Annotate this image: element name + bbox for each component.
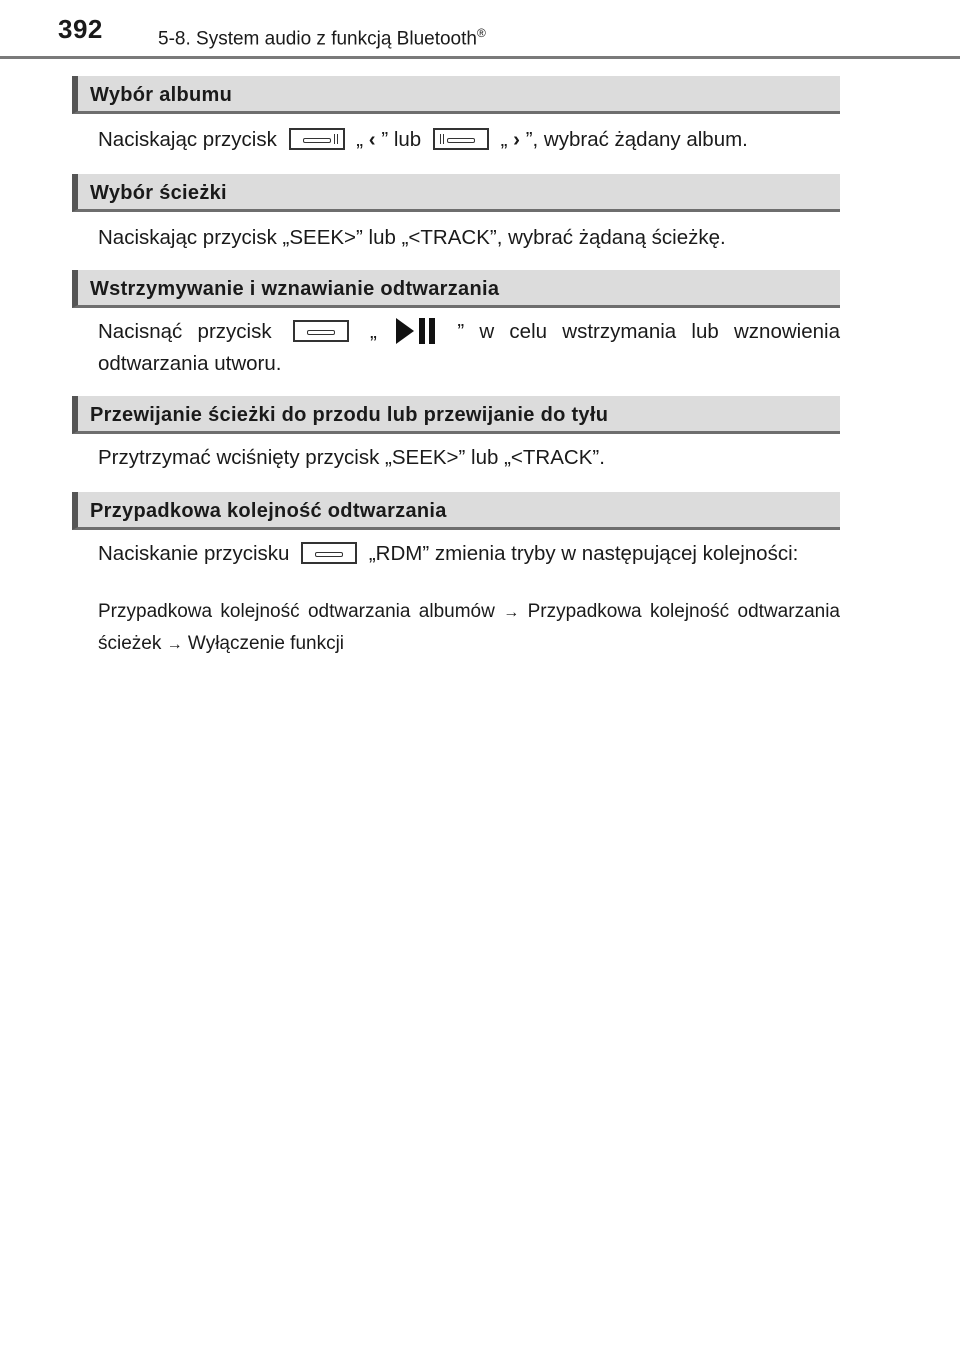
paragraph-random-sequence: Przypadkowa kolejność odtwarzania albumów → Przypadkowa kolejność odtwarzania ścieżek → Wyłączenie funkcji bbox=[98, 601, 840, 654]
play-pause-icon bbox=[396, 318, 438, 344]
chevron-right-icon: › bbox=[513, 128, 520, 151]
section-title: Wstrzymywanie i wznawianie odtwarzania bbox=[90, 278, 500, 300]
paragraph-pause: Nacisnąć przycisk „ ” w celu wstrzymania lub wznowienia odtwarzania utworu. bbox=[98, 316, 840, 379]
section-heading-seek bbox=[72, 396, 840, 434]
play-pause-button-icon bbox=[293, 320, 349, 342]
page-number: 392 bbox=[58, 14, 103, 44]
section-title: Przypadkowa kolejność odtwarzania bbox=[90, 500, 447, 522]
arrow-right-icon: → bbox=[503, 604, 520, 621]
paragraph-track: Naciskając przycisk „SEEK>” lub „<TRACK”, wybrać żądaną ścieżkę. bbox=[98, 226, 726, 249]
random-button-icon bbox=[301, 542, 357, 564]
section-heading-track bbox=[72, 174, 840, 212]
section-title: Wybór albumu bbox=[90, 84, 233, 106]
album-up-button-icon bbox=[433, 128, 489, 150]
page-header bbox=[0, 0, 960, 60]
section-heading-random bbox=[72, 492, 840, 530]
section-heading-album bbox=[72, 76, 840, 114]
section-title: Wybór ścieżki bbox=[90, 182, 227, 204]
section-title: Przewijanie ścieżki do przodu lub przewijanie do tyłu bbox=[90, 404, 609, 426]
paragraph-album: Naciskając przycisk „ ‹ ” lub „ › ”, wybrać żądany album. bbox=[98, 128, 748, 151]
chevron-left-icon: ‹ bbox=[368, 128, 376, 151]
paragraph-random: Naciskanie przycisku „RDM” zmienia tryby w następującej kolejności: bbox=[98, 542, 799, 565]
header-rule bbox=[0, 56, 960, 59]
chapter-title: 5-8. System audio z funkcją Bluetooth® bbox=[158, 26, 486, 50]
paragraph-seek: Przytrzymać wciśnięty przycisk „SEEK>” lub „<TRACK”. bbox=[98, 446, 605, 469]
section-heading-pause bbox=[72, 270, 840, 308]
album-down-button-icon bbox=[289, 128, 345, 150]
arrow-right-icon: → bbox=[166, 636, 183, 653]
registered-mark: ® bbox=[476, 26, 486, 40]
